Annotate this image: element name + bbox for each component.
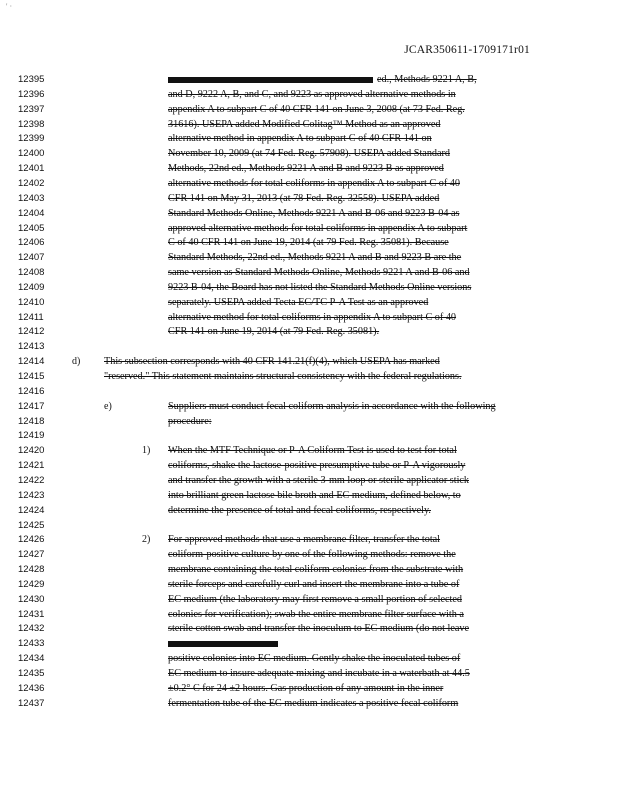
text-segment: and D, 9222 A, B, and C, and 9223 as approved alternative methods in xyxy=(168,88,456,100)
line-text xyxy=(168,221,467,236)
text-line xyxy=(0,324,618,339)
line-number: 12402 xyxy=(18,177,45,189)
text-segment: Standard Methods, 22nd ed., Methods 9221 A and B and 9223 B are the xyxy=(168,252,462,264)
line-number: 12427 xyxy=(18,549,45,561)
line-number: 12428 xyxy=(18,564,45,576)
line-text xyxy=(168,488,461,503)
text-line xyxy=(0,666,618,681)
text-segment: and transfer the growth with a sterile 3-mm loop or sterile applicator stick xyxy=(168,474,470,486)
text-line xyxy=(0,176,618,191)
text-segment: EC medium to insure adequate mixing and incubate in a waterbath at 44.5 xyxy=(168,668,470,679)
line-number: 12423 xyxy=(18,489,45,501)
line-text xyxy=(168,473,469,488)
line-number: 12429 xyxy=(18,578,45,590)
line-number: 12412 xyxy=(18,326,45,338)
text-segment: "reserved." This statement maintains structural consistency with the federal regulations. xyxy=(104,371,462,382)
text-line xyxy=(0,72,618,87)
line-number: 12425 xyxy=(18,519,45,531)
text-segment: EC medium (the laboratory may first remove a small portion of selected xyxy=(168,593,462,605)
line-number: 12395 xyxy=(18,74,45,85)
line-number: 12405 xyxy=(18,222,45,234)
text-segment: separately. USEPA added Tecta EC/TC P-A Test as an approved xyxy=(168,296,429,308)
line-text xyxy=(168,265,470,280)
line-number: 12396 xyxy=(18,88,45,100)
text-segment: fermentation tube of the EC medium indicates a positive fecal coliform xyxy=(168,697,459,709)
line-text xyxy=(168,577,459,592)
text-segment: positive colonies into EC medium. Gently shake the inoculated tubes of xyxy=(168,653,461,665)
text-segment: determine the presence of total and fecal coliforms, respectively. xyxy=(168,504,431,516)
text-line xyxy=(0,607,618,622)
line-number: 12417 xyxy=(18,400,45,412)
line-number: 12401 xyxy=(18,163,45,175)
line-text xyxy=(168,414,212,429)
line-text xyxy=(168,87,456,102)
text-segment: sterile cotton swab and transfer the inoculum to EC medium (do not leave xyxy=(168,623,470,635)
line-number: 12420 xyxy=(18,445,45,457)
line-text xyxy=(168,72,477,87)
line-text xyxy=(168,206,459,221)
text-line xyxy=(0,577,618,592)
text-line xyxy=(0,250,618,265)
line-text xyxy=(168,310,456,325)
text-segment: CFR 141 on June 19, 2014 (at 79 Fed. Reg. 35081). xyxy=(168,326,380,338)
text-line xyxy=(0,265,618,280)
line-text xyxy=(168,146,450,161)
line-number: 12418 xyxy=(18,415,45,427)
text-line xyxy=(0,369,618,384)
text-line xyxy=(0,102,618,117)
line-number: 12419 xyxy=(18,430,45,442)
text-segment: approved alternative methods for total coliforms in appendix A to subpart xyxy=(168,222,468,234)
text-segment: procedure: xyxy=(168,415,212,427)
line-number: 12407 xyxy=(18,252,45,264)
text-line xyxy=(0,651,618,666)
text-segment: alternative method for total coliforms in appendix A to subpart C of 40 xyxy=(168,311,457,323)
text-segment: 9223 B-04, the Board has not listed the Standard Methods Online versions xyxy=(168,281,472,293)
line-text xyxy=(168,443,457,458)
text-line xyxy=(0,636,618,651)
document-id-header: JCAR350611-1709171r01 xyxy=(404,44,530,56)
line-number: 12400 xyxy=(18,148,45,160)
line-text xyxy=(168,131,432,146)
line-text xyxy=(168,636,282,651)
text-line xyxy=(0,295,618,310)
line-text xyxy=(168,532,440,547)
line-text xyxy=(168,161,444,176)
text-line xyxy=(0,354,618,369)
line-number: 12437 xyxy=(18,697,45,709)
text-segment: into brilliant green lactose bile broth and EC medium, defined below, to xyxy=(168,489,461,501)
text-segment: When the MTF Technique or P-A Coliform Test is used to test for total xyxy=(168,445,457,457)
text-line xyxy=(0,443,618,458)
line-number: 12411 xyxy=(18,311,44,323)
text-line xyxy=(0,562,618,577)
text-segment: Standard Methods Online, Methods 9221 A and B-06 and 9223 B-04 as xyxy=(168,207,460,219)
line-text xyxy=(104,354,440,369)
text-line xyxy=(0,428,618,443)
line-number: 12415 xyxy=(18,371,45,382)
line-text xyxy=(168,399,496,414)
text-line xyxy=(0,503,618,518)
text-segment: For approved methods that use a membrane filter, transfer the total xyxy=(168,534,441,546)
line-number: 12399 xyxy=(18,133,45,145)
redaction-blot xyxy=(168,641,278,647)
line-number: 12422 xyxy=(18,474,45,486)
text-line xyxy=(0,621,618,636)
line-number: 12430 xyxy=(18,593,45,605)
line-text xyxy=(168,696,458,711)
text-segment: same version as Standard Methods Online, Methods 9221 A and B-06 and xyxy=(168,267,470,279)
line-text xyxy=(168,607,464,622)
text-segment: 31616). USEPA added Modified Colitag™ Method as an approved xyxy=(168,118,441,130)
text-line xyxy=(0,235,618,250)
text-segment: colonies for verification); swab the entire membrane filter surface with a xyxy=(168,608,464,620)
text-line xyxy=(0,547,618,562)
line-text xyxy=(168,547,456,562)
text-line xyxy=(0,696,618,711)
text-segment: ed., Methods 9221 A, B, xyxy=(377,74,477,85)
text-segment: appendix A to subpart C of 40 CFR 141 on June 3, 2008 (at 73 Fed. Reg. xyxy=(168,103,465,115)
line-text xyxy=(104,369,462,384)
line-number: 12409 xyxy=(18,281,45,293)
text-line xyxy=(0,458,618,473)
text-segment: membrane containing the total coliform colonies from the substrate with xyxy=(168,564,464,576)
text-line xyxy=(0,206,618,221)
text-line xyxy=(0,87,618,102)
text-segment: ±0.2° C for 24 ±2 hours. Gas production of any amount in the inner xyxy=(168,682,444,694)
line-text xyxy=(168,102,465,117)
text-line xyxy=(0,191,618,206)
line-number: 12410 xyxy=(18,296,45,308)
line-text xyxy=(168,280,471,295)
line-text xyxy=(168,621,469,636)
text-line xyxy=(0,280,618,295)
text-line xyxy=(0,518,618,533)
line-text xyxy=(168,651,460,666)
text-segment: alternative method in appendix A to subpart C of 40 CFR 141 on xyxy=(168,133,432,145)
text-segment: coliforms, shake the lactose-positive presumptive tube or P-A vigorously xyxy=(168,460,466,472)
line-number: 12408 xyxy=(18,267,45,279)
text-segment: C of 40 CFR 141 on June 19, 2014 (at 79 Fed. Reg. 35081). Because xyxy=(168,237,449,249)
line-number: 12397 xyxy=(18,103,45,115)
line-number: 12435 xyxy=(18,668,45,679)
line-text xyxy=(168,503,431,518)
text-line xyxy=(0,221,618,236)
line-number: 12403 xyxy=(18,192,45,204)
line-text xyxy=(168,250,461,265)
redaction-blot xyxy=(168,77,373,83)
line-text xyxy=(168,592,462,607)
text-segment: This subsection corresponds with 40 CFR 141.21(f)(4), which USEPA has marked xyxy=(104,356,440,368)
line-number: 12426 xyxy=(18,534,45,546)
text-line xyxy=(0,117,618,132)
subsection-label: d) xyxy=(72,356,81,368)
line-text xyxy=(168,295,428,310)
line-number: 12404 xyxy=(18,207,45,219)
text-line xyxy=(0,414,618,429)
line-number: 12413 xyxy=(18,341,45,353)
text-line xyxy=(0,131,618,146)
line-text xyxy=(168,458,465,473)
text-segment: November 10, 2009 (at 74 Fed. Reg. 57908). USEPA added Standard xyxy=(168,148,451,160)
line-text xyxy=(168,235,449,250)
text-line xyxy=(0,399,618,414)
line-number: 12432 xyxy=(18,623,45,635)
text-line xyxy=(0,473,618,488)
subsection-label: e) xyxy=(104,400,112,412)
line-text xyxy=(168,117,440,132)
line-text xyxy=(168,681,443,696)
text-line xyxy=(0,532,618,547)
text-segment: Methods, 22nd ed., Methods 9221 A and B and 9223 B as approved xyxy=(168,163,444,175)
subsection-label: 1) xyxy=(142,445,151,457)
line-number: 12406 xyxy=(18,237,45,249)
line-text xyxy=(168,324,379,339)
line-number: 12424 xyxy=(18,504,45,516)
text-line xyxy=(0,384,618,399)
line-number: 12416 xyxy=(18,385,45,397)
line-number: 12414 xyxy=(18,356,45,368)
line-number: 12421 xyxy=(18,460,45,472)
line-number: 12434 xyxy=(18,653,45,665)
text-segment: alternative methods for total coliforms in appendix A to subpart C of 40 xyxy=(168,177,460,189)
line-text xyxy=(168,191,439,206)
text-line xyxy=(0,146,618,161)
text-line xyxy=(0,161,618,176)
line-number: 12398 xyxy=(18,118,45,130)
text-segment: sterile forceps and carefully curl and insert the membrane into a tube of xyxy=(168,578,460,590)
line-number: 12436 xyxy=(18,682,45,694)
text-line xyxy=(0,339,618,354)
line-text xyxy=(168,562,463,577)
line-number: 12433 xyxy=(18,638,45,650)
line-text xyxy=(168,176,460,191)
text-segment: CFR 141 on May 31, 2013 (at 78 Fed. Reg. 32558). USEPA added xyxy=(168,192,440,204)
text-line xyxy=(0,592,618,607)
scan-marks: ' · xyxy=(6,2,13,11)
text-segment: coliform-positive culture by one of the following methods: remove the xyxy=(168,549,456,561)
text-segment: Suppliers must conduct fecal coliform analysis in accordance with the following xyxy=(168,400,496,412)
line-number: 12431 xyxy=(18,608,45,620)
subsection-label: 2) xyxy=(142,534,151,546)
line-text xyxy=(168,666,470,681)
text-line xyxy=(0,310,618,325)
text-line xyxy=(0,681,618,696)
text-line xyxy=(0,488,618,503)
